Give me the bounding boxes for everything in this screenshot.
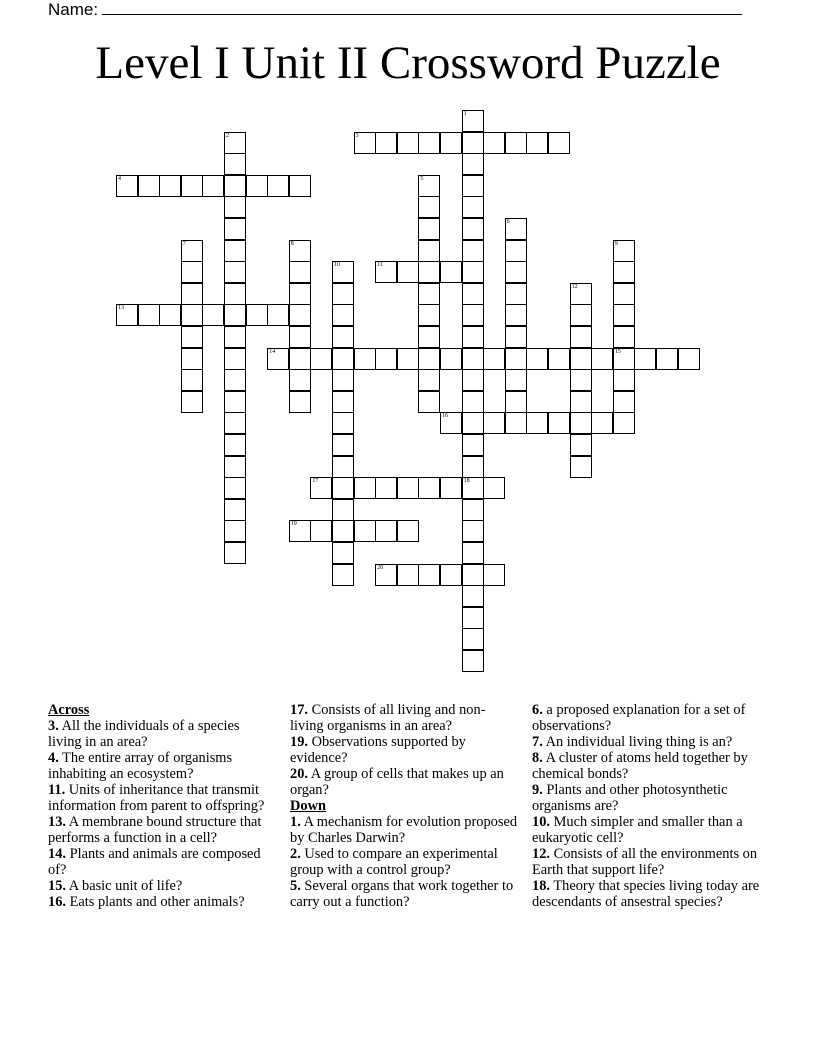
clue-text: Used to compare an experimental group with a control group?: [290, 846, 498, 878]
grid-cell[interactable]: [354, 477, 376, 499]
clue-text: Consists of all the environments on Earth that support life?: [532, 846, 758, 878]
clue: [290, 766, 518, 798]
clue-number: 14: [269, 348, 276, 355]
grid-cell[interactable]: [462, 175, 484, 197]
grid-cell[interactable]: [440, 477, 462, 499]
grid-cell[interactable]: [591, 412, 613, 434]
grid-cell[interactable]: [289, 391, 311, 413]
grid-cell[interactable]: [159, 175, 181, 197]
grid-cell[interactable]: [440, 261, 462, 283]
grid-cell[interactable]: [418, 218, 440, 240]
grid-cell[interactable]: [526, 412, 548, 434]
grid-cell[interactable]: [418, 175, 440, 197]
clue: [290, 702, 518, 734]
clue-number: 16.: [48, 894, 66, 910]
grid-cell[interactable]: [354, 348, 376, 370]
clue-text: Observations supported by evidence?: [290, 734, 466, 766]
grid-cell[interactable]: [224, 412, 246, 434]
grid-cell[interactable]: [505, 369, 527, 391]
grid-cell[interactable]: [505, 304, 527, 326]
grid-cell[interactable]: [505, 218, 527, 240]
grid-cell[interactable]: [505, 348, 527, 370]
clue: [532, 878, 762, 910]
grid-cell[interactable]: [375, 348, 397, 370]
grid-cell[interactable]: [267, 304, 289, 326]
grid-cell[interactable]: [462, 369, 484, 391]
clue-number: 10: [334, 262, 340, 269]
grid-cell[interactable]: [224, 240, 246, 262]
clue-number: 5: [420, 175, 424, 182]
grid-cell[interactable]: [440, 412, 462, 434]
clue-number: 20: [377, 564, 384, 571]
grid-cell[interactable]: [418, 261, 440, 283]
clue: [532, 846, 762, 878]
grid-cell[interactable]: [181, 326, 203, 348]
clue: [48, 846, 274, 878]
grid-cell[interactable]: [289, 304, 311, 326]
clue: [48, 782, 274, 814]
grid-cell[interactable]: [397, 132, 419, 154]
grid-cell[interactable]: [224, 477, 246, 499]
grid-cell[interactable]: [332, 434, 354, 456]
grid-cell[interactable]: [202, 304, 224, 326]
clue-number: 15.: [48, 878, 66, 894]
clue-text: Several organs that work together to carry out a function?: [290, 878, 514, 910]
grid-cell[interactable]: [289, 520, 311, 542]
clue: [532, 782, 762, 814]
grid-cell[interactable]: [462, 218, 484, 240]
grid-cell[interactable]: [505, 326, 527, 348]
grid-cell[interactable]: [462, 412, 484, 434]
clue-number: 17: [312, 478, 319, 485]
grid-cell[interactable]: [224, 391, 246, 413]
grid-cell[interactable]: [462, 542, 484, 564]
grid-cell[interactable]: [462, 456, 484, 478]
clue: [532, 702, 762, 734]
grid-cell[interactable]: [418, 477, 440, 499]
clue-text: Consists of all living and non-living organisms in an area?: [290, 702, 486, 734]
clue-text: A mechanism for evolution proposed by Charles Darwin?: [290, 814, 518, 846]
clue-number: 2.: [290, 846, 301, 862]
clue-text: Theory that species living today are descendants of ansestral species?: [532, 878, 760, 910]
grid-cell[interactable]: [462, 520, 484, 542]
grid-cell[interactable]: [289, 175, 311, 197]
grid-cell[interactable]: [418, 132, 440, 154]
grid-cell[interactable]: [462, 650, 484, 672]
clue-number: 7: [182, 240, 186, 247]
clue-number: 4.: [48, 750, 59, 766]
grid-cell[interactable]: [462, 240, 484, 262]
grid-cell[interactable]: [375, 520, 397, 542]
grid-cell[interactable]: [289, 369, 311, 391]
grid-cell[interactable]: [375, 564, 397, 586]
grid-cell[interactable]: [418, 196, 440, 218]
grid-cell[interactable]: [332, 412, 354, 434]
clue: [48, 718, 274, 750]
grid-cell[interactable]: [526, 132, 548, 154]
grid-cell[interactable]: [224, 542, 246, 564]
grid-cell[interactable]: [462, 607, 484, 629]
grid-cell[interactable]: [332, 456, 354, 478]
grid-cell[interactable]: [505, 261, 527, 283]
grid-cell[interactable]: [289, 283, 311, 305]
clue-text: Much simpler and smaller than a eukaryotic cell?: [532, 814, 743, 846]
grid-cell[interactable]: [332, 520, 354, 542]
grid-cell[interactable]: [548, 132, 570, 154]
grid-cell[interactable]: [224, 520, 246, 542]
grid-cell[interactable]: [418, 326, 440, 348]
grid-cell[interactable]: [613, 412, 635, 434]
grid-cell[interactable]: [462, 304, 484, 326]
grid-cell[interactable]: [159, 304, 181, 326]
clue-number: 3.: [48, 718, 59, 734]
clue-number: 17.: [290, 702, 308, 718]
grid-cell[interactable]: [375, 132, 397, 154]
clue-text: Plants and other photosynthetic organisms are?: [532, 782, 728, 814]
grid-cell[interactable]: [397, 520, 419, 542]
grid-cell[interactable]: [570, 304, 592, 326]
grid-cell[interactable]: [397, 564, 419, 586]
grid-cell[interactable]: [462, 196, 484, 218]
grid-cell[interactable]: [462, 153, 484, 175]
grid-cell[interactable]: [116, 175, 138, 197]
grid-cell[interactable]: [462, 110, 484, 132]
grid-cell[interactable]: [289, 348, 311, 370]
grid-cell[interactable]: [138, 175, 160, 197]
grid-cell[interactable]: [505, 240, 527, 262]
grid-cell[interactable]: [332, 326, 354, 348]
clue-text: Eats plants and other animals?: [66, 894, 245, 910]
grid-cell[interactable]: [181, 391, 203, 413]
grid-cell[interactable]: [332, 304, 354, 326]
clue: [48, 750, 274, 782]
clue: [48, 878, 274, 894]
grid-cell[interactable]: [332, 477, 354, 499]
grid-cell[interactable]: [483, 348, 505, 370]
page-title: Level I Unit II Crossword Puzzle: [95, 37, 721, 89]
grid-cell[interactable]: [181, 348, 203, 370]
clue-text: All the individuals of a species living in an area?: [48, 718, 240, 750]
grid-cell[interactable]: [310, 520, 332, 542]
grid-cell[interactable]: [548, 348, 570, 370]
grid-cell[interactable]: [678, 348, 700, 370]
grid-cell[interactable]: [181, 261, 203, 283]
grid-cell[interactable]: [462, 477, 484, 499]
clue-text: A basic unit of life?: [66, 878, 183, 894]
grid-cell[interactable]: [418, 283, 440, 305]
grid-cell[interactable]: [418, 348, 440, 370]
clue-number: 18: [463, 478, 470, 485]
clue-number: 8.: [532, 750, 543, 766]
grid-cell[interactable]: [289, 240, 311, 262]
grid-cell[interactable]: [224, 261, 246, 283]
grid-cell[interactable]: [613, 326, 635, 348]
clue-text: Units of inheritance that transmit information from parent to offspring?: [48, 782, 265, 814]
across-heading: Across: [48, 702, 90, 718]
clues-column-3: [532, 702, 762, 910]
clue-number: 6.: [532, 702, 543, 718]
clue-number: 15: [614, 348, 621, 355]
grid-cell[interactable]: [570, 326, 592, 348]
grid-cell[interactable]: [505, 412, 527, 434]
grid-cell[interactable]: [138, 304, 160, 326]
grid-cell[interactable]: [462, 326, 484, 348]
grid-cell[interactable]: [246, 304, 268, 326]
grid-cell[interactable]: [224, 434, 246, 456]
clue-number: 13.: [48, 814, 66, 830]
clues-column-1: [48, 702, 274, 910]
down-heading: Down: [290, 798, 326, 814]
grid-cell[interactable]: [332, 391, 354, 413]
grid-cell[interactable]: [224, 283, 246, 305]
grid-cell[interactable]: [656, 348, 678, 370]
clue-number: 11.: [48, 782, 66, 798]
clue-number: 12.: [532, 846, 550, 862]
clue-number: 2: [226, 132, 229, 139]
clue-number: 5.: [290, 878, 301, 894]
grid-cell[interactable]: [505, 391, 527, 413]
clue: [532, 734, 762, 750]
grid-cell[interactable]: [505, 132, 527, 154]
grid-cell[interactable]: [181, 283, 203, 305]
clue-number: 20.: [290, 766, 308, 782]
grid-cell[interactable]: [224, 196, 246, 218]
grid-cell[interactable]: [224, 369, 246, 391]
clue-text: A group of cells that makes up an organ?: [290, 766, 504, 798]
grid-cell[interactable]: [591, 348, 613, 370]
grid-cell[interactable]: [375, 477, 397, 499]
grid-cell[interactable]: [613, 348, 635, 370]
clue-number: 11: [377, 262, 383, 269]
grid-cell[interactable]: [440, 564, 462, 586]
grid-cell[interactable]: [462, 348, 484, 370]
grid-cell[interactable]: [462, 283, 484, 305]
clue: [48, 814, 274, 846]
grid-cell[interactable]: [483, 564, 505, 586]
grid-cell[interactable]: [613, 283, 635, 305]
grid-cell[interactable]: [224, 348, 246, 370]
grid-cell[interactable]: [289, 326, 311, 348]
grid-cell[interactable]: [570, 391, 592, 413]
grid-cell[interactable]: [613, 261, 635, 283]
clue: [290, 846, 518, 878]
grid-cell[interactable]: [570, 434, 592, 456]
grid-cell[interactable]: [332, 283, 354, 305]
grid-cell[interactable]: [397, 477, 419, 499]
grid-cell[interactable]: [397, 261, 419, 283]
clue-number: 3: [355, 132, 359, 139]
grid-cell[interactable]: [332, 348, 354, 370]
grid-cell[interactable]: [332, 261, 354, 283]
clue-number: 8: [290, 240, 294, 247]
grid-cell[interactable]: [332, 564, 354, 586]
grid-cell[interactable]: [310, 477, 332, 499]
clue: [290, 734, 518, 766]
clue-number: 19: [290, 521, 297, 528]
clue-number: 1.: [290, 814, 301, 830]
grid-cell[interactable]: [397, 348, 419, 370]
grid-cell[interactable]: [224, 218, 246, 240]
grid-cell[interactable]: [246, 175, 268, 197]
clue: [532, 814, 762, 846]
grid-cell[interactable]: [462, 628, 484, 650]
grid-cell[interactable]: [462, 391, 484, 413]
grid-cell[interactable]: [505, 283, 527, 305]
grid-cell[interactable]: [526, 348, 548, 370]
grid-cell[interactable]: [570, 456, 592, 478]
grid-cell[interactable]: [613, 369, 635, 391]
grid-cell[interactable]: [570, 283, 592, 305]
clue: [290, 814, 518, 846]
name-label: Name:: [48, 0, 99, 19]
grid-cell[interactable]: [224, 175, 246, 197]
grid-cell[interactable]: [418, 391, 440, 413]
grid-cell[interactable]: [548, 412, 570, 434]
grid-cell[interactable]: [354, 520, 376, 542]
grid-cell[interactable]: [354, 132, 376, 154]
grid-cell[interactable]: [462, 434, 484, 456]
clue-number: 16: [442, 413, 448, 420]
grid-cell[interactable]: [310, 348, 332, 370]
grid-cell[interactable]: [224, 456, 246, 478]
grid-cell[interactable]: [418, 369, 440, 391]
clue-number: 18.: [532, 878, 550, 894]
grid-cell[interactable]: [224, 132, 246, 154]
clue-text: An individual living thing is an?: [542, 734, 733, 750]
grid-cell[interactable]: [462, 261, 484, 283]
clue: [48, 894, 274, 910]
grid-cell[interactable]: [570, 348, 592, 370]
clue-text: A membrane bound structure that performs a function in a cell?: [48, 814, 262, 846]
grid-cell[interactable]: [289, 261, 311, 283]
grid-cell[interactable]: [440, 132, 462, 154]
clue-number: 9: [614, 240, 618, 247]
grid-cell[interactable]: [224, 326, 246, 348]
grid-cell[interactable]: [181, 240, 203, 262]
grid-cell[interactable]: [224, 153, 246, 175]
grid-cell[interactable]: [224, 304, 246, 326]
clue: [290, 878, 518, 910]
grid-cell[interactable]: [202, 175, 224, 197]
grid-cell[interactable]: [634, 348, 656, 370]
clue-number: 19.: [290, 734, 308, 750]
clue-number: 12: [571, 283, 578, 290]
grid-cell[interactable]: [181, 304, 203, 326]
grid-cell[interactable]: [267, 348, 289, 370]
grid-cell[interactable]: [375, 261, 397, 283]
grid-cell[interactable]: [570, 412, 592, 434]
clue-number: 6: [506, 219, 510, 225]
grid-cell[interactable]: [181, 175, 203, 197]
grid-cell[interactable]: [462, 585, 484, 607]
grid-cell[interactable]: [570, 369, 592, 391]
grid-cell[interactable]: [462, 499, 484, 521]
clue-number: 4: [118, 175, 121, 182]
grid-cell[interactable]: [613, 391, 635, 413]
grid-cell[interactable]: [332, 499, 354, 521]
grid-cell[interactable]: [440, 348, 462, 370]
grid-cell[interactable]: [483, 132, 505, 154]
grid-cell[interactable]: [462, 132, 484, 154]
clue-text: The entire array of organisms inhabiting an ecosystem?: [48, 750, 233, 782]
clue-text: A cluster of atoms held together by chemical bonds?: [532, 750, 748, 782]
grid-cell[interactable]: [332, 542, 354, 564]
grid-cell[interactable]: [116, 304, 138, 326]
clue: [532, 750, 762, 782]
grid-cell[interactable]: [418, 304, 440, 326]
clue-number: 7.: [532, 734, 543, 750]
grid-cell[interactable]: [462, 564, 484, 586]
grid-cell[interactable]: [418, 240, 440, 262]
clues-column-2: [290, 702, 518, 910]
grid-cell[interactable]: [332, 369, 354, 391]
grid-cell[interactable]: [483, 477, 505, 499]
clue-number: 13: [118, 305, 124, 312]
clue-number: 9.: [532, 782, 543, 798]
grid-cell[interactable]: [418, 564, 440, 586]
clue-number: 10.: [532, 814, 550, 830]
clue-text: a proposed explanation for a set of observations?: [532, 702, 746, 734]
grid-cell[interactable]: [613, 240, 635, 262]
clue-text: Plants and animals are composed of?: [48, 846, 261, 878]
grid-cell[interactable]: [267, 175, 289, 197]
grid-cell[interactable]: [483, 412, 505, 434]
clue-number: 1: [463, 111, 467, 117]
grid-cell[interactable]: [613, 304, 635, 326]
grid-cell[interactable]: [181, 369, 203, 391]
grid-cell[interactable]: [224, 499, 246, 521]
clue-number: 14.: [48, 846, 66, 862]
